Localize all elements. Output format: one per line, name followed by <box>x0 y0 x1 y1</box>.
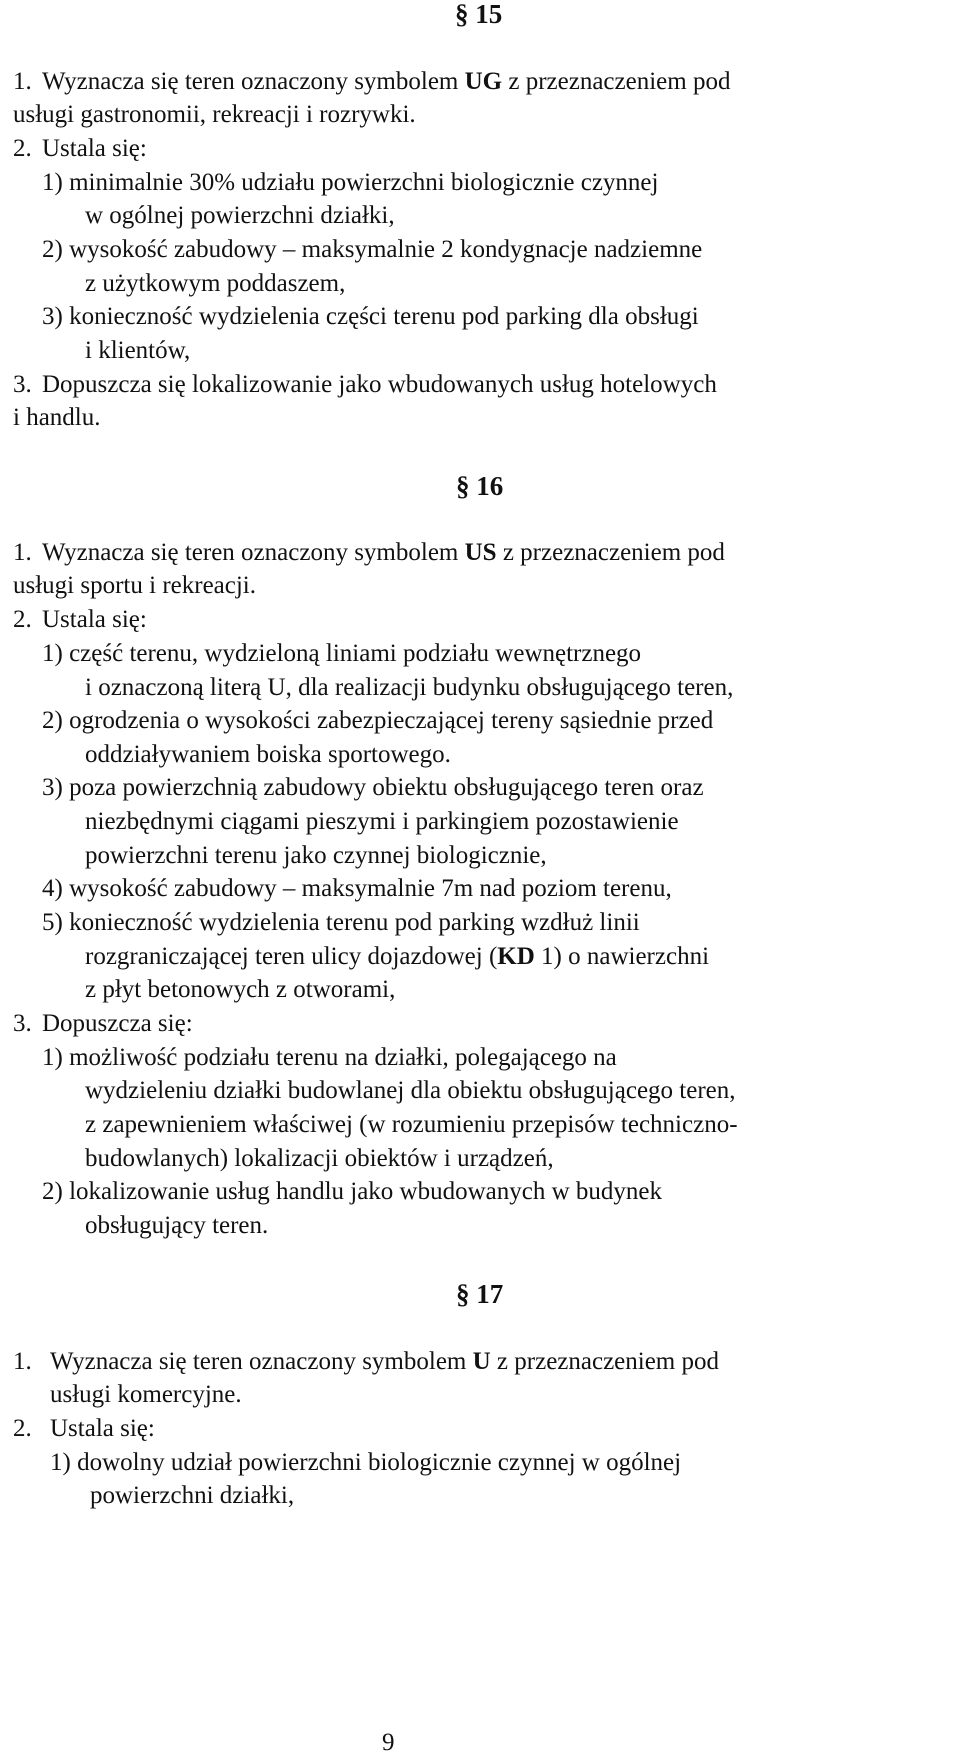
p15-sub-3-line-1: 3) konieczność wydzielenia części terenu pod parking dla obsługi <box>42 303 699 330</box>
p17-item-1-line-1: Wyznacza się teren oznaczony symbolem U z przeznaczeniem pod <box>50 1348 720 1375</box>
section-15-heading: § 15 <box>455 0 503 29</box>
p15-item-3-line-1: Dopuszcza się lokalizowanie jako wbudowanych usług hotelowych <box>42 371 717 398</box>
p16-item-3-text: Dopuszcza się: <box>42 1010 193 1037</box>
p15-item-1-number: 1. <box>13 68 32 95</box>
p16-sub-5-line-1: 5) konieczność wydzielenia terenu pod parking wzdłuż linii <box>42 909 640 936</box>
p17-item-2-number: 2. <box>13 1415 32 1442</box>
p16-sub-5-line-2: rozgraniczającej teren ulicy dojazdowej (KD 1) o nawierzchni <box>85 943 710 970</box>
p15-sub-2-line-2: z użytkowym poddaszem, <box>85 270 346 297</box>
p15-sub-3-line-2: i klientów, <box>85 337 191 364</box>
p15-item-2-number: 2. <box>13 135 32 162</box>
p15-sub-1-line-1: 1) minimalnie 30% udziału powierzchni biologicznie czynnej <box>42 169 659 196</box>
p16-item-1-line-2: usługi sportu i rekreacji. <box>13 572 256 599</box>
p16-sub-2-line-2: oddziaływaniem boiska sportowego. <box>85 741 451 768</box>
p16-allow-1-line-2: wydzieleniu działki budowlanej dla obiektu obsługującego teren, <box>85 1077 736 1104</box>
p15-item-2-text: Ustala się: <box>42 135 147 162</box>
p16-allow-1-line-1: 1) możliwość podziału terenu na działki, polegającego na <box>42 1044 617 1071</box>
p16-sub-1-line-2: i oznaczoną literą U, dla realizacji budynku obsługującego teren, <box>85 674 734 701</box>
section-16-heading: § 16 <box>456 471 504 501</box>
page-number: 9 <box>382 1729 395 1756</box>
p16-item-2-number: 2. <box>13 606 32 633</box>
p16-allow-2-line-2: obsługujący teren. <box>85 1212 269 1239</box>
p16-sub-3-line-2: niezbędnymi ciągami pieszymi i parkingiem pozostawienie <box>85 808 679 835</box>
p16-item-2-text: Ustala się: <box>42 606 147 633</box>
p16-allow-1-line-4: budowlanych) lokalizacji obiektów i urządzeń, <box>85 1145 554 1172</box>
p17-sub-1-line-2: powierzchni działki, <box>90 1482 295 1509</box>
p16-sub-4-line-1: 4) wysokość zabudowy – maksymalnie 7m nad poziom terenu, <box>42 875 672 902</box>
p16-sub-5-line-3: z płyt betonowych z otworami, <box>85 976 396 1003</box>
p16-item-3-number: 3. <box>13 1010 32 1037</box>
p16-item-1-number: 1. <box>13 539 32 566</box>
p15-sub-2-line-1: 2) wysokość zabudowy – maksymalnie 2 kondygnacje nadziemne <box>42 236 703 263</box>
p16-sub-3-line-3: powierzchni terenu jako czynnej biologicznie, <box>85 842 547 869</box>
p15-item-3-line-2: i handlu. <box>13 404 101 431</box>
p15-item-1-line-2: usługi gastronomii, rekreacji i rozrywki. <box>13 101 416 128</box>
zone-symbol-u: U <box>472 1348 491 1375</box>
p17-item-1-line-2: usługi komercyjne. <box>50 1381 242 1408</box>
p17-sub-1-line-1: 1) dowolny udział powierzchni biologicznie czynnej w ogólnej <box>50 1449 682 1476</box>
p16-item-1-line-1: Wyznacza się teren oznaczony symbolem US z przeznaczeniem pod <box>42 539 725 566</box>
p16-sub-3-line-1: 3) poza powierzchnią zabudowy obiektu obsługującego teren oraz <box>42 774 704 801</box>
p15-sub-1-line-2: w ogólnej powierzchni działki, <box>85 202 395 229</box>
section-17-heading: § 17 <box>456 1279 504 1309</box>
zone-symbol-us: US <box>464 539 497 566</box>
p16-allow-2-line-1: 2) lokalizowanie usług handlu jako wbudowanych w budynek <box>42 1178 663 1205</box>
p15-item-1-line-1: Wyznacza się teren oznaczony symbolem UG z przeznaczeniem pod <box>42 68 731 95</box>
p16-sub-1-line-1: 1) część terenu, wydzieloną liniami podziału wewnętrznego <box>42 640 642 667</box>
zone-symbol-ug: UG <box>464 68 503 95</box>
p15-item-3-number: 3. <box>13 371 32 398</box>
p17-item-2-text: Ustala się: <box>50 1415 155 1442</box>
p17-item-1-number: 1. <box>13 1348 32 1375</box>
road-symbol-kd: KD <box>497 943 535 970</box>
p16-sub-2-line-1: 2) ogrodzenia o wysokości zabezpieczającej tereny sąsiednie przed <box>42 707 714 734</box>
p16-allow-1-line-3: z zapewnieniem właściwej (w rozumieniu przepisów techniczno- <box>85 1111 738 1138</box>
